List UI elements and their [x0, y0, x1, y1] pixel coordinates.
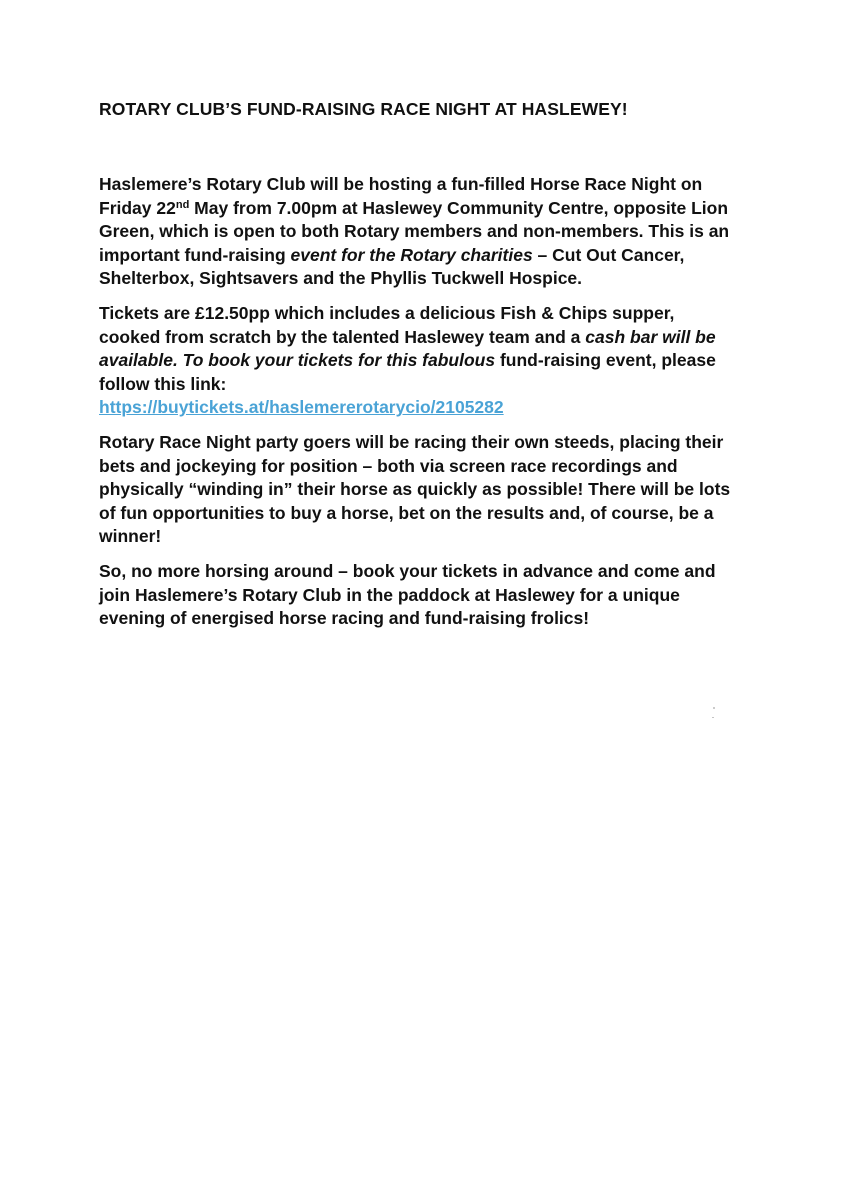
ticket-booking-link[interactable]: https://buytickets.at/haslemererotarycio/2105282 [99, 397, 504, 418]
p2-text-a: Tickets are £12.50pp which includes a delicious Fish & Chips supper, cooked from scratch by the talented Haslewey team and a [99, 302, 675, 347]
paragraph-race-activities: Rotary Race Night party goers will be racing their own steeds, placing their bets and jockeying for position – both via screen race recordings and physically “winding in” their horse as quickly as possible! There will be lots of fun opportunities to buy a horse, bet on the results and, of course, be a winner! [99, 431, 731, 547]
scan-speck [712, 717, 714, 718]
p1-italic-text: event for the Rotary charities [290, 244, 533, 265]
p1-text-b: May from 7.00pm at Haslewey Community Centre, opposite Lion Green, which is open to both Rotary members and non-members. This is an important fund-raising [99, 197, 730, 265]
paragraph-tickets [99, 302, 739, 420]
paragraph-call-to-action: So, no more horsing around – book your tickets in advance and come and join Haslemere’s Rotary Club in the paddock at Haslewey for a unique evening of energised horse racing and fund-raising frolics! [99, 560, 716, 629]
p2-italic-text: cash bar will be available. To book your tickets for this fabulous [99, 326, 716, 371]
document-body [99, 98, 739, 642]
scan-speck [713, 707, 715, 709]
ordinal-suffix: nd [175, 198, 190, 211]
p1-text-c: – Cut Out Cancer, Shelterbox, Sightsavers and the Phyllis Tuckwell Hospice. [99, 244, 685, 289]
p1-text-a: Haslemere’s Rotary Club will be hosting a fun-filled Horse Race Night on Friday 22 [99, 174, 703, 218]
paragraph-event-details [99, 173, 739, 291]
document-title: ROTARY CLUB’S FUND-RAISING RACE NIGHT AT HASLEWEY! [99, 99, 628, 119]
p2-text-b: fund-raising event, please follow this link: [99, 350, 716, 394]
